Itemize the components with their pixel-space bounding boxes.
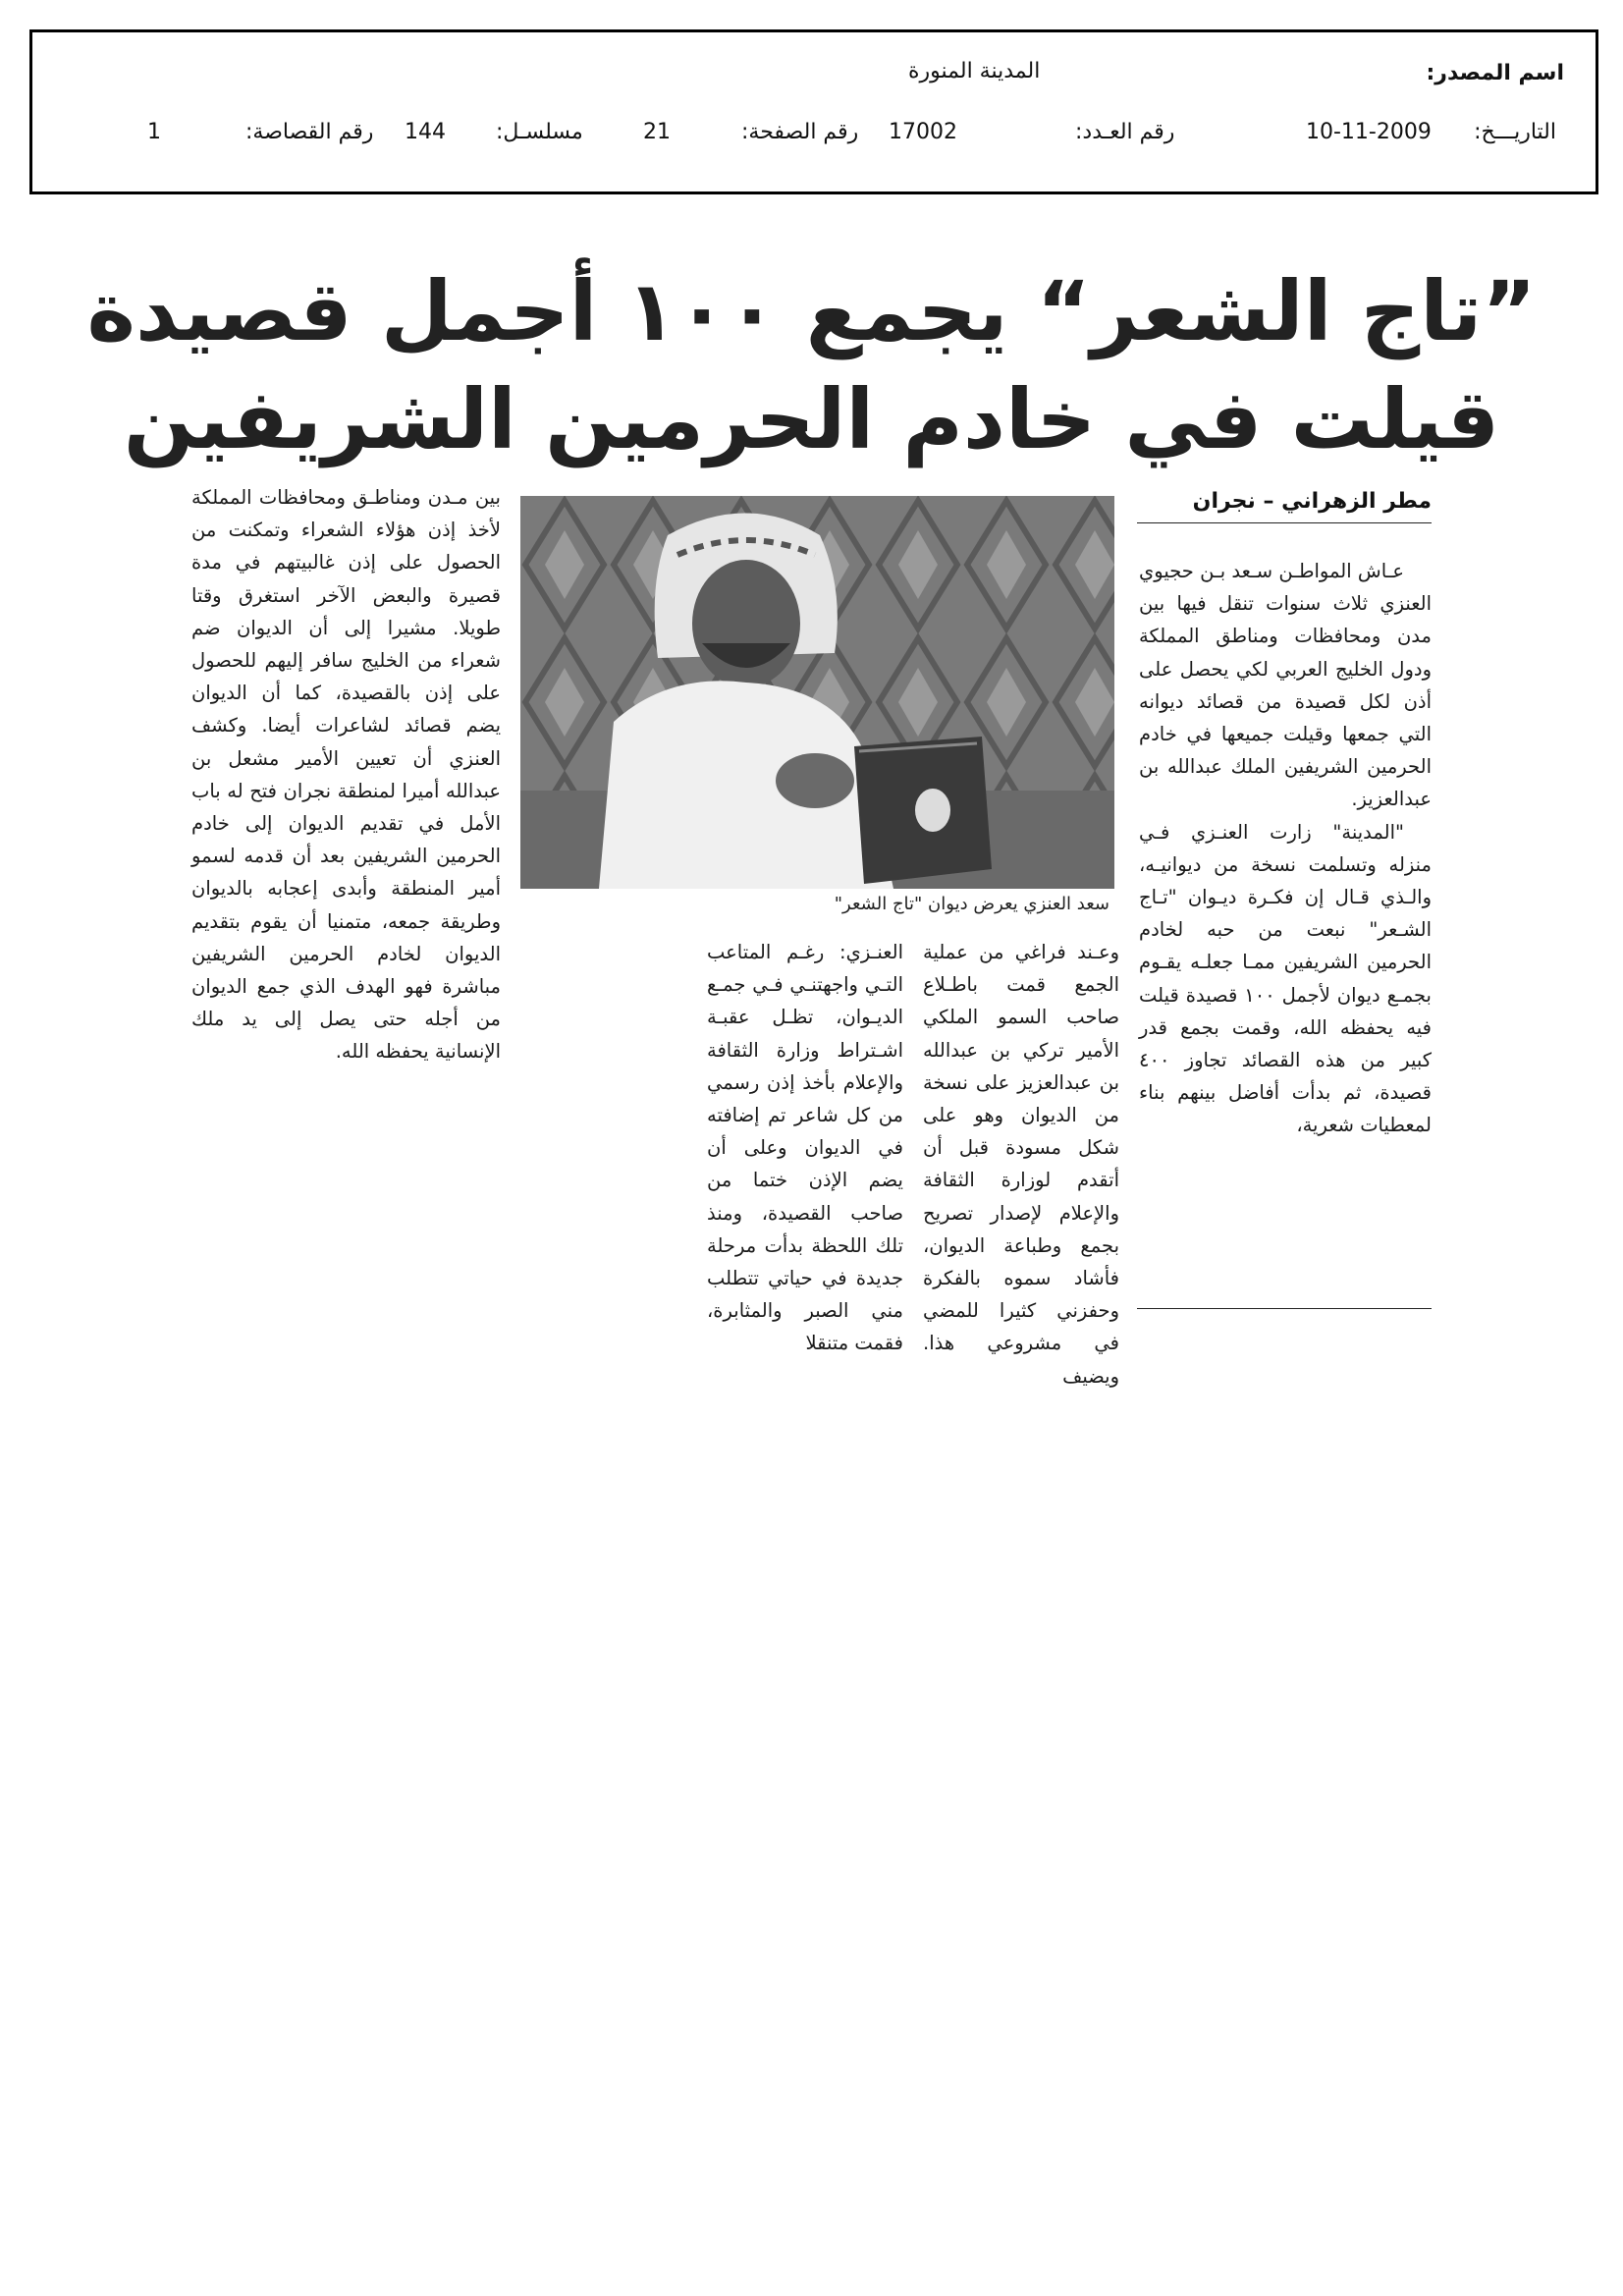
photo-caption: سعد العنزي يعرض ديوان "تاج الشعر" [834, 894, 1109, 914]
column-1-paragraph-1: عـاش المواطـن سـعد بـن حجيوي العنزي ثلاث سنوات تنقل فيها بين مدن ومحافظات ومناطق المملكة ودول الخليج العربي لكي يحصل على أذن لكل قصيدة من قصائد ديوانه التي جمعها وقيلت جميعها في خادم الحرمين الشريفين الملك عبدالله بن عبدالعزيز. [1139, 560, 1432, 811]
serial-value: 144 [405, 120, 446, 144]
article-column-1 [1139, 555, 1432, 1142]
column-1-paragraph-2: "المدينة" زارت العنـزي فـي منزله وتسلمت نسخة من ديوانيـه، والـذي قـال إن فكـرة ديـوان "تـاج الشـعر" نبعت من حبه لخادم الحرمين الشريفين ممـا جعلـه يقـوم بجمـع ديوان لأجمل ١٠٠ قصيدة قيلت فيه يحفظه الله، وقمت بجمع قدر كبير من هذه القصائد تجاوز ٤٠٠ قصيدة، ثم بدأت أفاضل بينهم بناء لمعطيات شعرية، [1139, 820, 1432, 1137]
column-2-paragraph: وعـند فراغي من عملية الجمع قمت باطـلاع صاحب السمو الملكي الأمير تركي بن عبدالله بن عبدالعزيز على نسخة من الديوان وهو على شكل مسودة قبل أن أتقدم لوزارة الثقافة والإعلام لإصدار تصريح بجمع وطباعة الديوان، فأشاد سموه بالفكرة وحفزني كثيرا للمضي في مشروعي هذا. ويضيف [923, 941, 1119, 1388]
article-photo [520, 496, 1114, 889]
issue-label: رقم العـدد: [1075, 120, 1175, 144]
date-label: التاريـــخ: [1474, 120, 1556, 144]
headline-line-2: قيلت في خادم الحرمين الشريفين [123, 371, 1500, 467]
serial-label: مسلسـل: [496, 120, 583, 144]
page-label: رقم الصفحة: [741, 120, 859, 144]
clip-label: رقم القصاصة: [245, 120, 374, 144]
column-4-paragraph: بين مـدن ومناطـق ومحافظات المملكة لأخذ إذن هؤلاء الشعراء وتمكنت من الحصول على إذن غالبيتهم في مدة قصيرة والبعض الآخر استغرق وقتا طويلا. مشيرا إلى أن الديوان ضم شعراء من الخليج سافر إليهم للحصول على إذن بالقصيدة، كما أن الديوان يضم قصائد لشاعرات أيضا. وكشف العنزي أن تعيين الأمير مشعل بن عبدالله أميرا لمنطقة نجران فتح له باب الأمل في تقديم الديوان إلى خادم الحرمين الشريفين بعد أن قدمه لسمو أمير المنطقة وأبدى إعجابه بالديوان وطريقة جمعه، متمنيا أن يقوم بتقديم الديوان لخادم الحرمين الشريفين مباشرة فهو الهدف الذي جمع الديوان من أجله حتى يصل إلى يد ملك الإنسانية يحفظه الله. [191, 486, 501, 1064]
source-value: المدينة المنورة [908, 59, 1041, 83]
source-label: اسم المصدر: [1426, 61, 1564, 85]
column-1-end-rule [1137, 1308, 1432, 1309]
man-with-book-photo [520, 496, 1114, 889]
article-column-2 [923, 936, 1119, 1393]
byline-rule [1137, 522, 1432, 523]
page-value: 21 [643, 120, 671, 144]
clip-value: 1 [147, 120, 161, 144]
column-3-paragraph: العنـزي: رغـم المتاعب التـي واجهتنـي فـي جمـع الديـوان، تظـل عقبـة اشـتراط وزارة الثقافة والإعلام بأخذ إذن رسمي من كل شاعر تم إضافته في الديوان وعلى أن يضم الإذن ختما من صاحب القصيدة، ومنذ تلك اللحظة بدأت مرحلة جديدة في حياتي تتطلب مني الصبر والمثابرة، فقمت متنقلا [707, 941, 903, 1355]
date-value: 10-11-2009 [1306, 120, 1432, 144]
clipping-header-box [29, 29, 1598, 194]
headline-line-1: ”تاج الشعر“ يجمع ١٠٠ أجمل قصيدة [86, 263, 1537, 359]
article-column-4 [191, 481, 501, 1068]
byline: مطر الزهراني – نجران [1192, 489, 1432, 514]
article-column-3 [707, 936, 903, 1360]
issue-value: 17002 [889, 120, 957, 144]
